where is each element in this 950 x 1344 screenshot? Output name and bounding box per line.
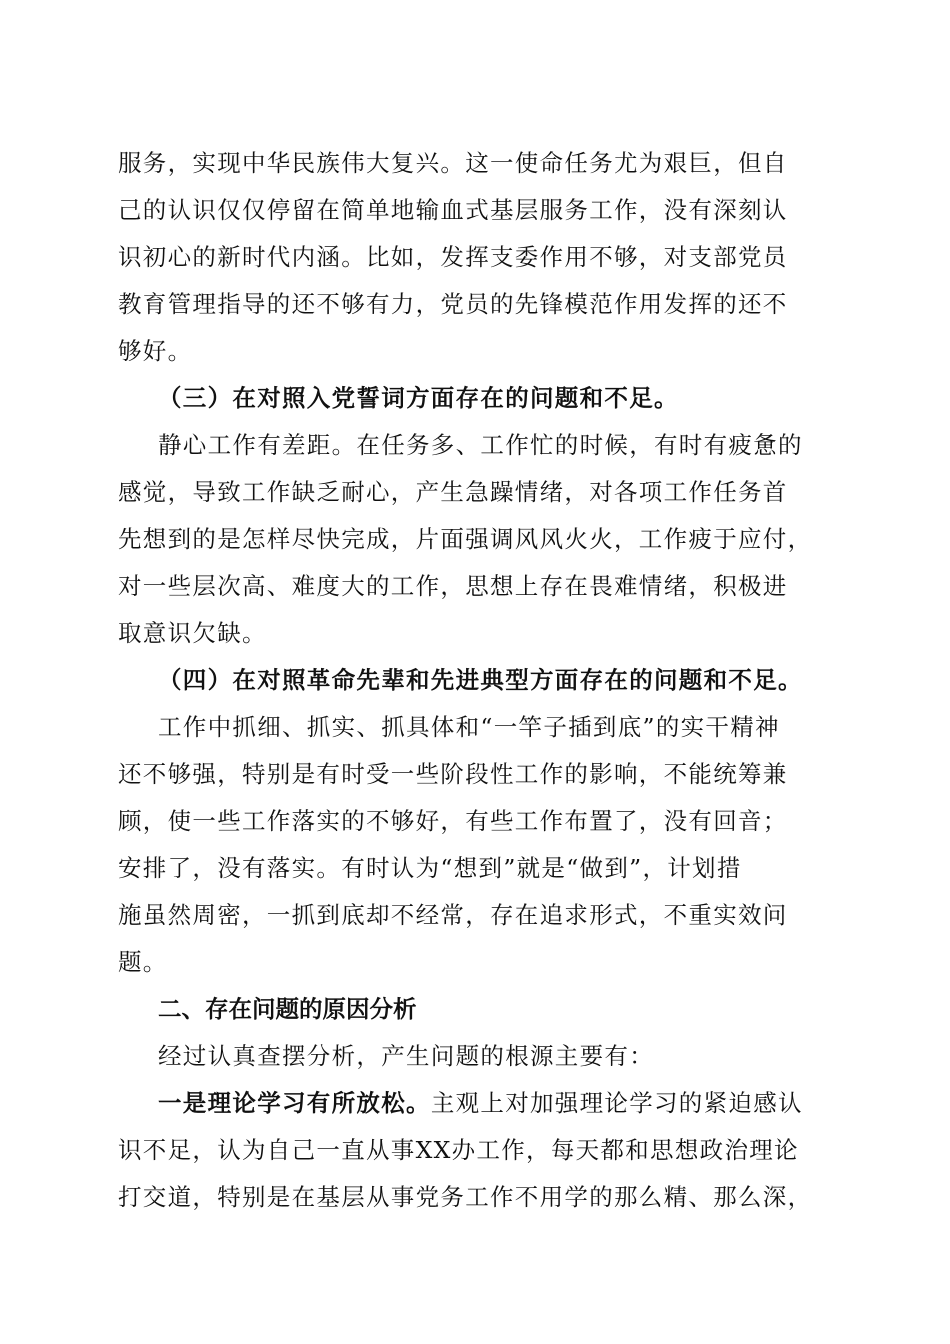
text-line: 工作中抓细、抓实、抓具体和“一竿子插到底”的实干精神 xyxy=(158,713,780,741)
document-page xyxy=(118,140,830,1221)
text-line: 对一些层次高、难度大的工作，思想上存在畏难情绪，积极进 xyxy=(118,572,788,600)
text-line: 静心工作有差距。在任务多、工作忙的时候，有时有疲惫的 xyxy=(158,431,803,459)
text-line: 服务，实现中华民族伟大复兴。这一使命任务尤为艰巨，但自 xyxy=(118,149,788,177)
text-line: 施虽然周密，一抓到底却不经常，存在追求形式，不重实效问 xyxy=(118,901,788,929)
text-line: 感觉，导致工作缺乏耐心，产生急躁情绪，对各项工作任务首 xyxy=(118,478,788,506)
text-line: 题。 xyxy=(118,948,168,976)
text-line: 先想到的是怎样尽快完成，片面强调风风火火，工作疲于应付， xyxy=(118,525,813,553)
text-line: 够好。 xyxy=(118,337,193,365)
text-line: 取意识欠缺。 xyxy=(118,619,267,647)
text-line: 还不够强，特别是有时受一些阶段性工作的影响，不能统筹兼 xyxy=(118,760,788,788)
text-line: 教育管理指导的还不够有力，党员的先锋模范作用发挥的还不 xyxy=(118,290,788,318)
text-span: 主观上对加强理论学习的紧迫感认 xyxy=(430,1089,803,1117)
text-line xyxy=(118,1080,830,1127)
text-line: 识不足，认为自己一直从事XX办工作，每天都和思想政治理论 xyxy=(118,1136,799,1164)
text-line: 安排了，没有落实。有时认为“想到”就是“做到”，计划措 xyxy=(118,854,742,882)
text-line: 识初心的新时代内涵。比如，发挥支委作用不够，对支部党员 xyxy=(118,243,788,271)
section-heading-two: 二、存在问题的原因分析 xyxy=(158,995,417,1023)
text-line: 经过认真查摆分析，产生问题的根源主要有： xyxy=(158,1042,654,1070)
text-line: 打交道，特别是在基层从事党务工作不用学的那么精、那么深， xyxy=(118,1183,813,1211)
text-line: 顾，使一些工作落实的不够好，有些工作布置了，没有回音； xyxy=(118,807,788,835)
text-line: 己的认识仅仅停留在简单地输血式基层服务工作，没有深刻认 xyxy=(118,196,788,224)
lead-phrase: 一是理论学习有所放松。 xyxy=(158,1089,431,1117)
subheading-three: （三）在对照入党誓词方面存在的问题和不足。 xyxy=(158,384,679,412)
subheading-four: （四）在对照革命先辈和先进典型方面存在的问题和不足。 xyxy=(158,666,803,694)
